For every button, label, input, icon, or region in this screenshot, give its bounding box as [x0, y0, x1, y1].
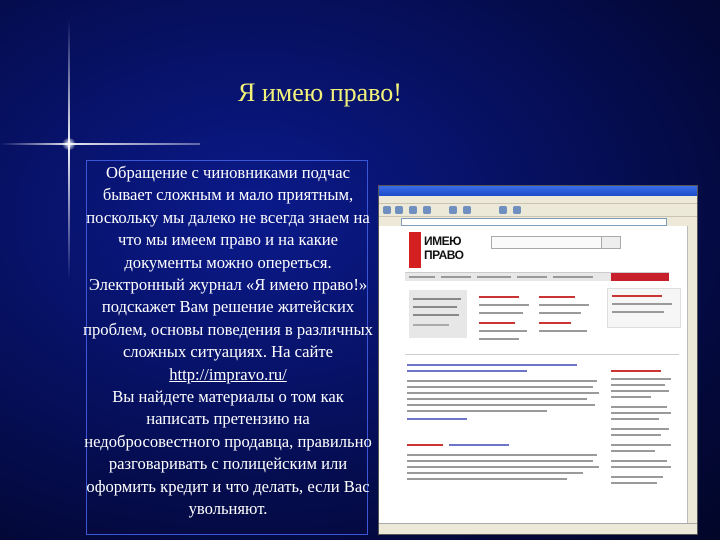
logo-line-1: ИМЕЮ [424, 234, 461, 248]
browser-statusbar [379, 523, 697, 534]
site-sidebar [607, 366, 679, 516]
site-rubrics [475, 292, 599, 352]
slide-title: Я имею право! [238, 78, 402, 107]
browser-toolbar [379, 204, 697, 217]
site-separator [405, 354, 679, 355]
browser-menubar [379, 196, 697, 204]
site-hero-box [409, 290, 467, 338]
lens-flare-horizontal [0, 143, 200, 145]
slide-body [80, 162, 376, 521]
site-logo [409, 232, 469, 268]
browser-titlebar [379, 186, 697, 196]
site-navbar [405, 272, 669, 281]
lens-flare-center [62, 138, 76, 150]
body-paragraph-1: Обращение с чиновниками подчас бывает сложным и мало приятным, поскольку мы далеко не всегда знаем на что мы имеем право и на какие документы можно опереться. Электронный журнал «Я имею право!» подскажет Вам решение житейских проблем, основы поведения в различных сложных ситуациях. На сайте [83, 163, 373, 362]
website-screenshot [378, 185, 698, 535]
logo-line-2: ПРАВО [424, 248, 464, 262]
site-right-box [607, 288, 681, 328]
body-paragraph-2: Вы найдете материалы о том как написать претензию на недобросовестного продавца, правильно разговаривать с полицейским или оформить кредит и что делать, если Вас увольняют. [84, 387, 372, 519]
lens-flare-vertical [68, 20, 70, 280]
browser-page [379, 226, 688, 524]
browser-scrollbar [687, 226, 697, 524]
site-search-button [601, 236, 621, 249]
impravo-link[interactable]: http://impravo.ru/ [169, 364, 287, 384]
